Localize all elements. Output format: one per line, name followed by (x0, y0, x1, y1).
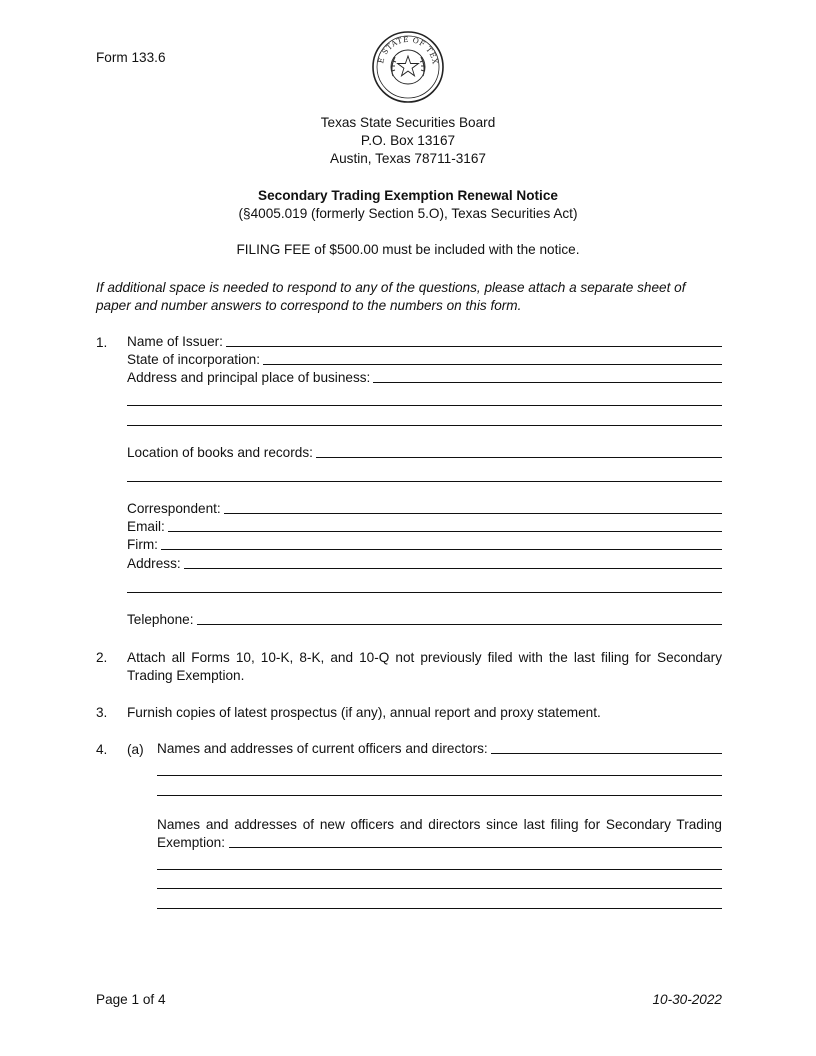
new-officers-line-2[interactable] (157, 869, 722, 870)
address-input[interactable] (184, 567, 722, 569)
section-3-number: 3. (96, 705, 108, 720)
email-field[interactable] (127, 518, 722, 535)
new-officers-label-text: Names and addresses of new officers and directors since last filing for Secondary Trading Exemption: (157, 817, 722, 850)
agency-name: Texas State Securities Board (320, 115, 496, 130)
principal-address-label: Address and principal place of business: (127, 370, 371, 385)
current-officers-label: Names and addresses of current officers and directors: (157, 741, 488, 756)
seal-text: E STATE OF TEX (376, 34, 440, 66)
section-2-text: Attach all Forms 10, 10-K, 8-K, and 10-Q not previously filed with the last filing for Secondary Trading Exemption. (127, 650, 722, 683)
new-officers-line-4[interactable] (157, 908, 722, 909)
firm-label: Firm: (127, 537, 158, 552)
books-location-field[interactable] (127, 444, 722, 461)
current-officers-field[interactable] (157, 740, 722, 757)
firm-input[interactable] (161, 548, 722, 550)
books-location-label: Location of books and records: (127, 445, 313, 460)
correspondent-input[interactable] (224, 512, 722, 514)
state-of-incorporation-field[interactable] (127, 351, 722, 368)
page-number: Page 1 of 4 (96, 992, 166, 1007)
correspondent-label: Correspondent: (127, 501, 221, 516)
current-officers-line-2[interactable] (157, 775, 722, 776)
telephone-input[interactable] (197, 623, 722, 625)
new-officers-line-3[interactable] (157, 888, 722, 889)
address-field[interactable] (127, 555, 722, 572)
form-number: Form 133.6 (96, 50, 166, 65)
revision-date: 10-30-2022 (652, 992, 722, 1007)
agency-city-state-zip: Austin, Texas 78711-3167 (330, 151, 486, 166)
address-line-2[interactable] (127, 592, 722, 593)
correspondent-field[interactable] (127, 500, 722, 517)
page-title: Secondary Trading Exemption Renewal Notice (258, 188, 558, 203)
principal-address-line-3[interactable] (127, 425, 722, 426)
current-officers-input[interactable] (491, 752, 722, 754)
section-2-number: 2. (96, 650, 108, 665)
firm-field[interactable] (127, 536, 722, 553)
issuer-name-field[interactable] (127, 333, 722, 350)
current-officers-line-3[interactable] (157, 795, 722, 796)
svg-text:THE STATE OF TEXAS (371, 30, 440, 65)
instructions: If additional space is needed to respond to any of the questions, please attach a separate sheet of paper and number answers to correspond to the numbers on this form. (96, 280, 686, 313)
principal-address-line-2[interactable] (127, 405, 722, 406)
state-of-incorporation-input[interactable] (263, 363, 722, 365)
section-4-number: 4. (96, 742, 108, 757)
email-label: Email: (127, 519, 165, 534)
principal-address-field[interactable] (127, 369, 722, 386)
section-1-number: 1. (96, 335, 108, 350)
texas-seal-icon (371, 30, 445, 104)
filing-fee-notice: FILING FEE of $500.00 must be included with the notice. (236, 242, 580, 257)
principal-address-input[interactable] (373, 381, 722, 383)
section-3-text: Furnish copies of latest prospectus (if any), annual report and proxy statement. (127, 705, 601, 720)
telephone-field[interactable] (127, 611, 722, 628)
statute-reference: (§4005.019 (formerly Section 5.O), Texas Securities Act) (238, 206, 578, 221)
issuer-name-input[interactable] (226, 345, 722, 347)
telephone-label: Telephone: (127, 612, 194, 627)
books-location-line-2[interactable] (127, 481, 722, 482)
issuer-name-label: Name of Issuer: (127, 334, 223, 349)
address-label: Address: (127, 556, 181, 571)
section-4a-label: (a) (127, 742, 144, 757)
state-of-incorporation-label: State of incorporation: (127, 352, 260, 367)
agency-po-box: P.O. Box 13167 (360, 133, 456, 148)
new-officers-input[interactable] (229, 847, 722, 848)
books-location-input[interactable] (316, 456, 722, 458)
email-input[interactable] (168, 530, 722, 532)
